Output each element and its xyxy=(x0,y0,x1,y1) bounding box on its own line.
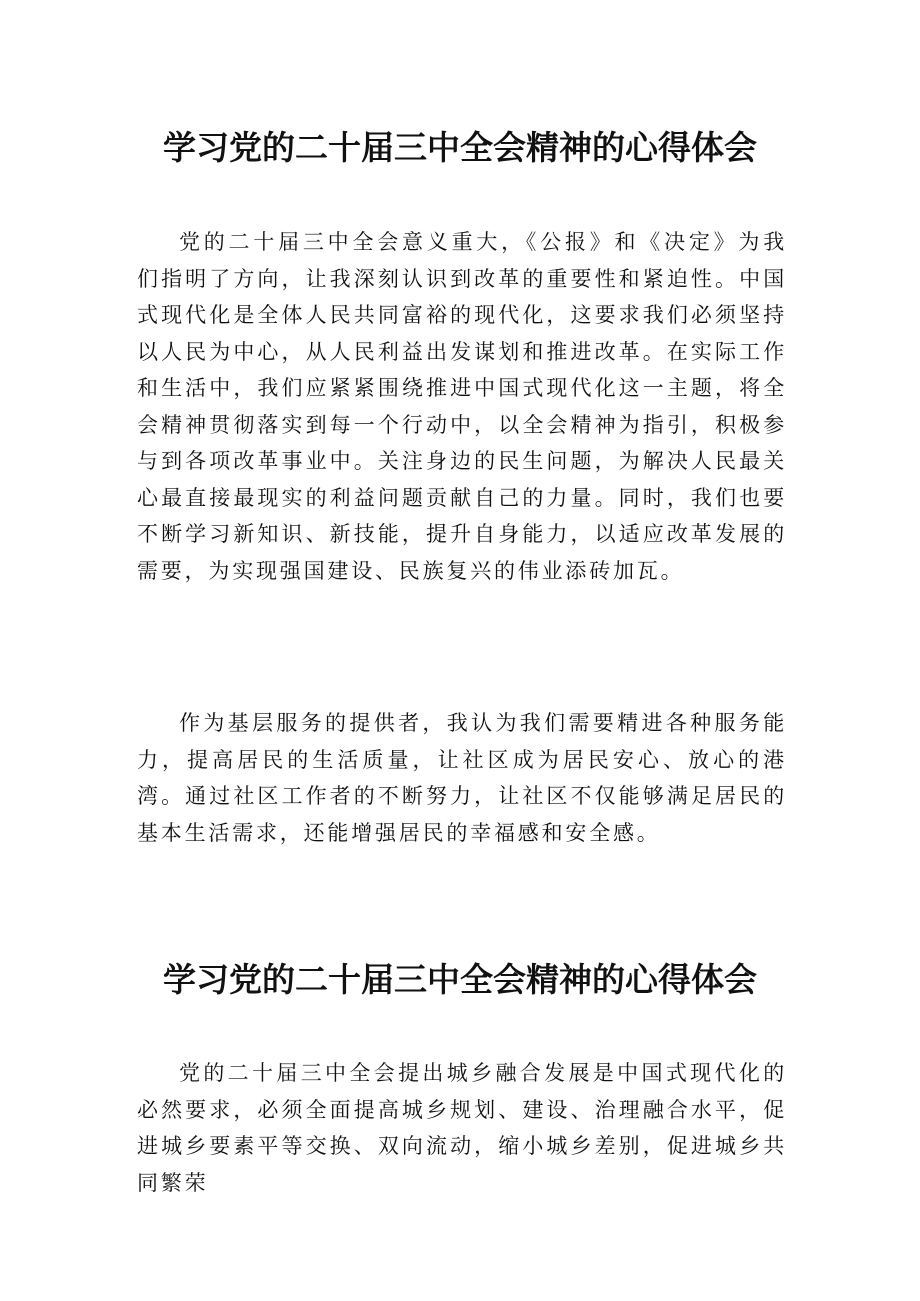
section-1-title: 学习党的二十届三中全会精神的心得体会 xyxy=(163,128,757,167)
section-1-paragraph-2: 作为基层服务的提供者，我认为我们需要精进各种服务能力，提高居民的生活质量，让社区成为居民安心、放心的港湾。通过社区工作者的不断努力，让社区不仅能够满足居民的基本生活需求，还能增强居民的幸福感和安全感。 xyxy=(137,711,787,845)
section-1-paragraph-1: 党的二十届三中全会意义重大，《公报》和《决定》为我们指明了方向，让我深刻认识到改革的重要性和紧迫性。中国式现代化是全体人民共同富裕的现代化，这要求我们必须坚持以人民为中心，从人民利益出发谋划和推进改革。在实际工作和生活中，我们应紧紧围绕推进中国式现代化这一主题，将全会精神贯彻落实到每一个行动中，以全会精神为指引，积极参与到各项改革事业中。关注身边的民生问题，为解决人民最关心最直接最现实的利益问题贡献自己的力量。同时，我们也要不断学习新知识、新技能，提升自身能力，以适应改革发展的需要，为实现强国建设、民族复兴的伟业添砖加瓦。 xyxy=(137,230,787,583)
section-2-title: 学习党的二十届三中全会精神的心得体会 xyxy=(163,960,757,999)
section-2-paragraph-1: 党的二十届三中全会提出城乡融合发展是中国式现代化的必然要求，必须全面提高城乡规划、建设、治理融合水平，促进城乡要素平等交换、双向流动，缩小城乡差别，促进城乡共同繁荣 xyxy=(137,1061,787,1195)
